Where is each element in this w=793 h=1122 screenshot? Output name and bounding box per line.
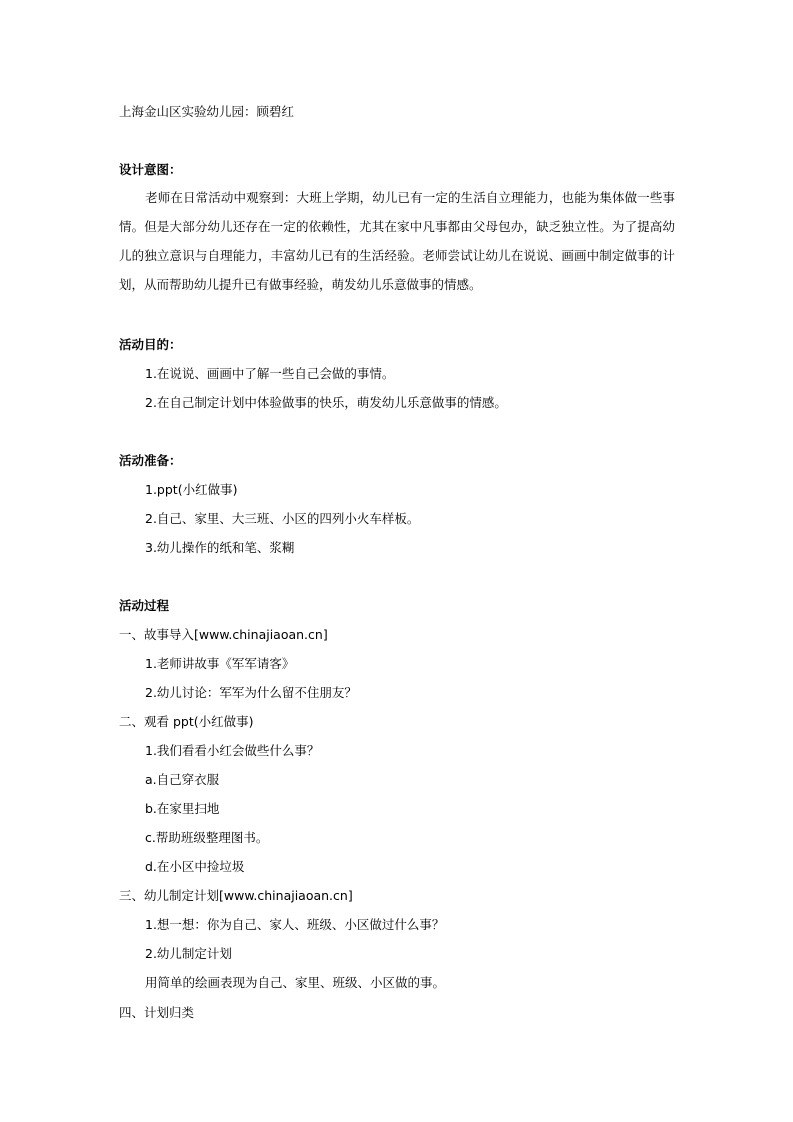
preparation-item: 1.ppt(小红做事) (145, 482, 238, 497)
author-line: 上海金山区实验幼儿园：顾碧红 (119, 104, 295, 119)
design-intent-heading: 设计意图： (119, 162, 182, 177)
goal-item: 2.在自己制定计划中体验做事的快乐，萌发幼儿乐意做事的情感。 (145, 395, 507, 410)
process-item: d.在小区中捡垃圾 (145, 859, 245, 874)
preparation-heading: 活动准备： (119, 453, 182, 468)
process-item: c.帮助班级整理图书。 (145, 830, 269, 845)
process-section-title: 二、观看 ppt(小红做事) (119, 714, 254, 729)
design-intent-text: 老师在日常活动中观察到：大班上学期，幼儿已有一定的生活自立理能力，也能为集体做一些事情。但是大部分幼儿还存在一定的依赖性，尤其在家中凡事都由父母包办，缺乏独立性。为了提高幼儿的独立意识与自理能力，丰富幼儿已有的生活经验。老师尝试让幼儿在说说、画画中制定做事的计划，从而帮助幼儿提升已有做事经验，萌发幼儿乐意做事的情感。 (119, 190, 675, 292)
process-section-title: 四、计划归类 (119, 1005, 195, 1020)
process-item: 2.幼儿讨论：军军为什么留不住朋友？ (145, 685, 357, 700)
preparation-item: 2.自己、家里、大三班、小区的四列小火车样板。 (145, 511, 420, 526)
process-item: 1.老师讲故事《军军请客》 (145, 656, 295, 671)
goal-item: 1.在说说、画画中了解一些自己会做的事情。 (145, 366, 395, 381)
process-section-title: 三、幼儿制定计划[www.chinajiaoan.cn] (119, 888, 353, 903)
design-intent-paragraph (119, 183, 675, 299)
process-section-title: 一、故事导入[www.chinajiaoan.cn] (119, 627, 328, 642)
process-item: b.在家里扫地 (145, 801, 220, 816)
goals-heading: 活动目的： (119, 337, 182, 352)
process-item: a.自己穿衣服 (145, 772, 220, 787)
process-item: 1.想一想：你为自己、家人、班级、小区做过什么事？ (145, 917, 445, 932)
process-item: 1.我们看看小红会做些什么事？ (145, 743, 320, 758)
preparation-item: 3.幼儿操作的纸和笔、浆糊 (145, 540, 295, 555)
process-item: 用简单的绘画表现为自己、家里、班级、小区做的事。 (145, 975, 446, 990)
process-item: 2.幼儿制定计划 (145, 946, 232, 961)
process-heading: 活动过程 (119, 598, 170, 613)
